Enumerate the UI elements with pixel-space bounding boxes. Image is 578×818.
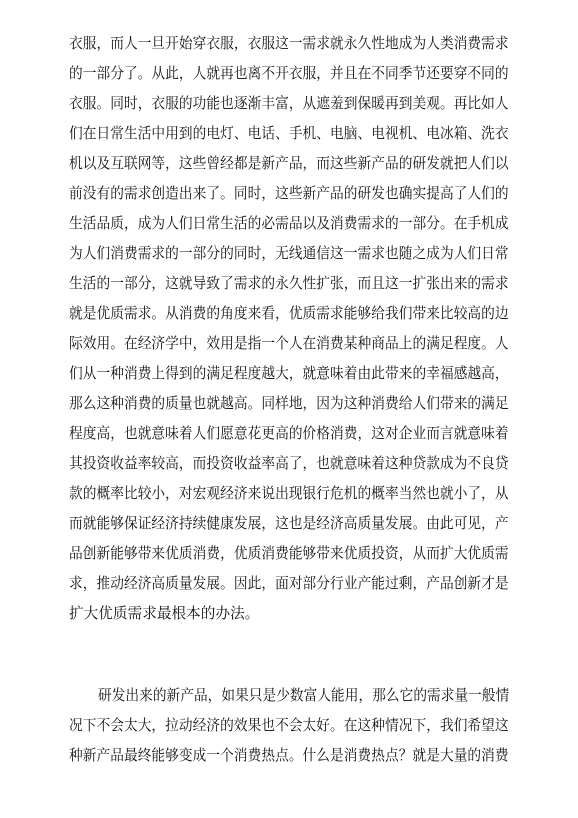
text-line: 款的概率比较小，对宏观经济来说出现银行危机的概率当然也就小了，从 — [69, 485, 509, 502]
text-line: 研发出来的新产品，如果只是少数富人能用，那么它的需求量一般情 — [98, 687, 510, 704]
text-line: 的一部分了。从此，人就再也离不开衣服，并且在不同季节还要穿不同的 — [69, 65, 509, 82]
text-line: 而就能够保证经济持续健康发展，这也是经济高质量发展。由此可见，产 — [69, 515, 509, 532]
text-line: 种新产品最终能够变成一个消费热点。什么是消费热点？就是大量的消费 — [69, 747, 509, 764]
text-line: 机以及互联网等，这些曾经都是新产品，而这些新产品的研发就把人们以 — [69, 155, 509, 172]
text-line: 况下不会太大，拉动经济的效果也不会太好。在这种情况下，我们希望这 — [69, 717, 509, 734]
text-line: 求，推动经济高质量发展。因此，面对部分行业产能过剩，产品创新才是 — [69, 575, 509, 592]
text-line: 际效用。在经济学中，效用是指一个人在消费某种商品上的满足程度。人 — [69, 335, 509, 352]
text-line: 们从一种消费上得到的满足程度越大，就意味着由此带来的幸福感越高， — [69, 365, 509, 382]
text-line: 前没有的需求创造出来了。同时，这些新产品的研发也确实提高了人们的 — [69, 185, 509, 202]
text-line: 为人们消费需求的一部分的同时，无线通信这一需求也随之成为人们日常 — [69, 245, 509, 262]
text-line: 生活的一部分，这就导致了需求的永久性扩张，而且这一扩张出来的需求 — [69, 275, 509, 292]
text-line: 程度高，也就意味着人们愿意花更高的价格消费，这对企业而言就意味着 — [69, 425, 509, 442]
text-line: 生活品质，成为人们日常生活的必需品以及消费需求的一部分。在手机成 — [69, 215, 509, 232]
text-line: 就是优质需求。从消费的角度来看，优质需求能够给我们带来比较高的边 — [69, 305, 509, 322]
text-line: 品创新能够带来优质消费，优质消费能够带来优质投资，从而扩大优质需 — [69, 545, 509, 562]
text-line: 衣服，而人一旦开始穿衣服，衣服这一需求就永久性地成为人类消费需求 — [69, 35, 509, 52]
text-line: 衣服。同时，衣服的功能也逐渐丰富，从遮羞到保暖再到美观。再比如人 — [69, 95, 509, 112]
text-line: 其投资收益率较高，而投资收益率高了，也就意味着这种贷款成为不良贷 — [69, 455, 509, 472]
text-line: 那么这种消费的质量也就越高。同样地，因为这种消费给人们带来的满足 — [69, 395, 509, 412]
text-line: 扩大优质需求最根本的办法。 — [69, 605, 260, 622]
text-line: 们在日常生活中用到的电灯、电话、手机、电脑、电视机、电冰箱、洗衣 — [69, 125, 509, 142]
